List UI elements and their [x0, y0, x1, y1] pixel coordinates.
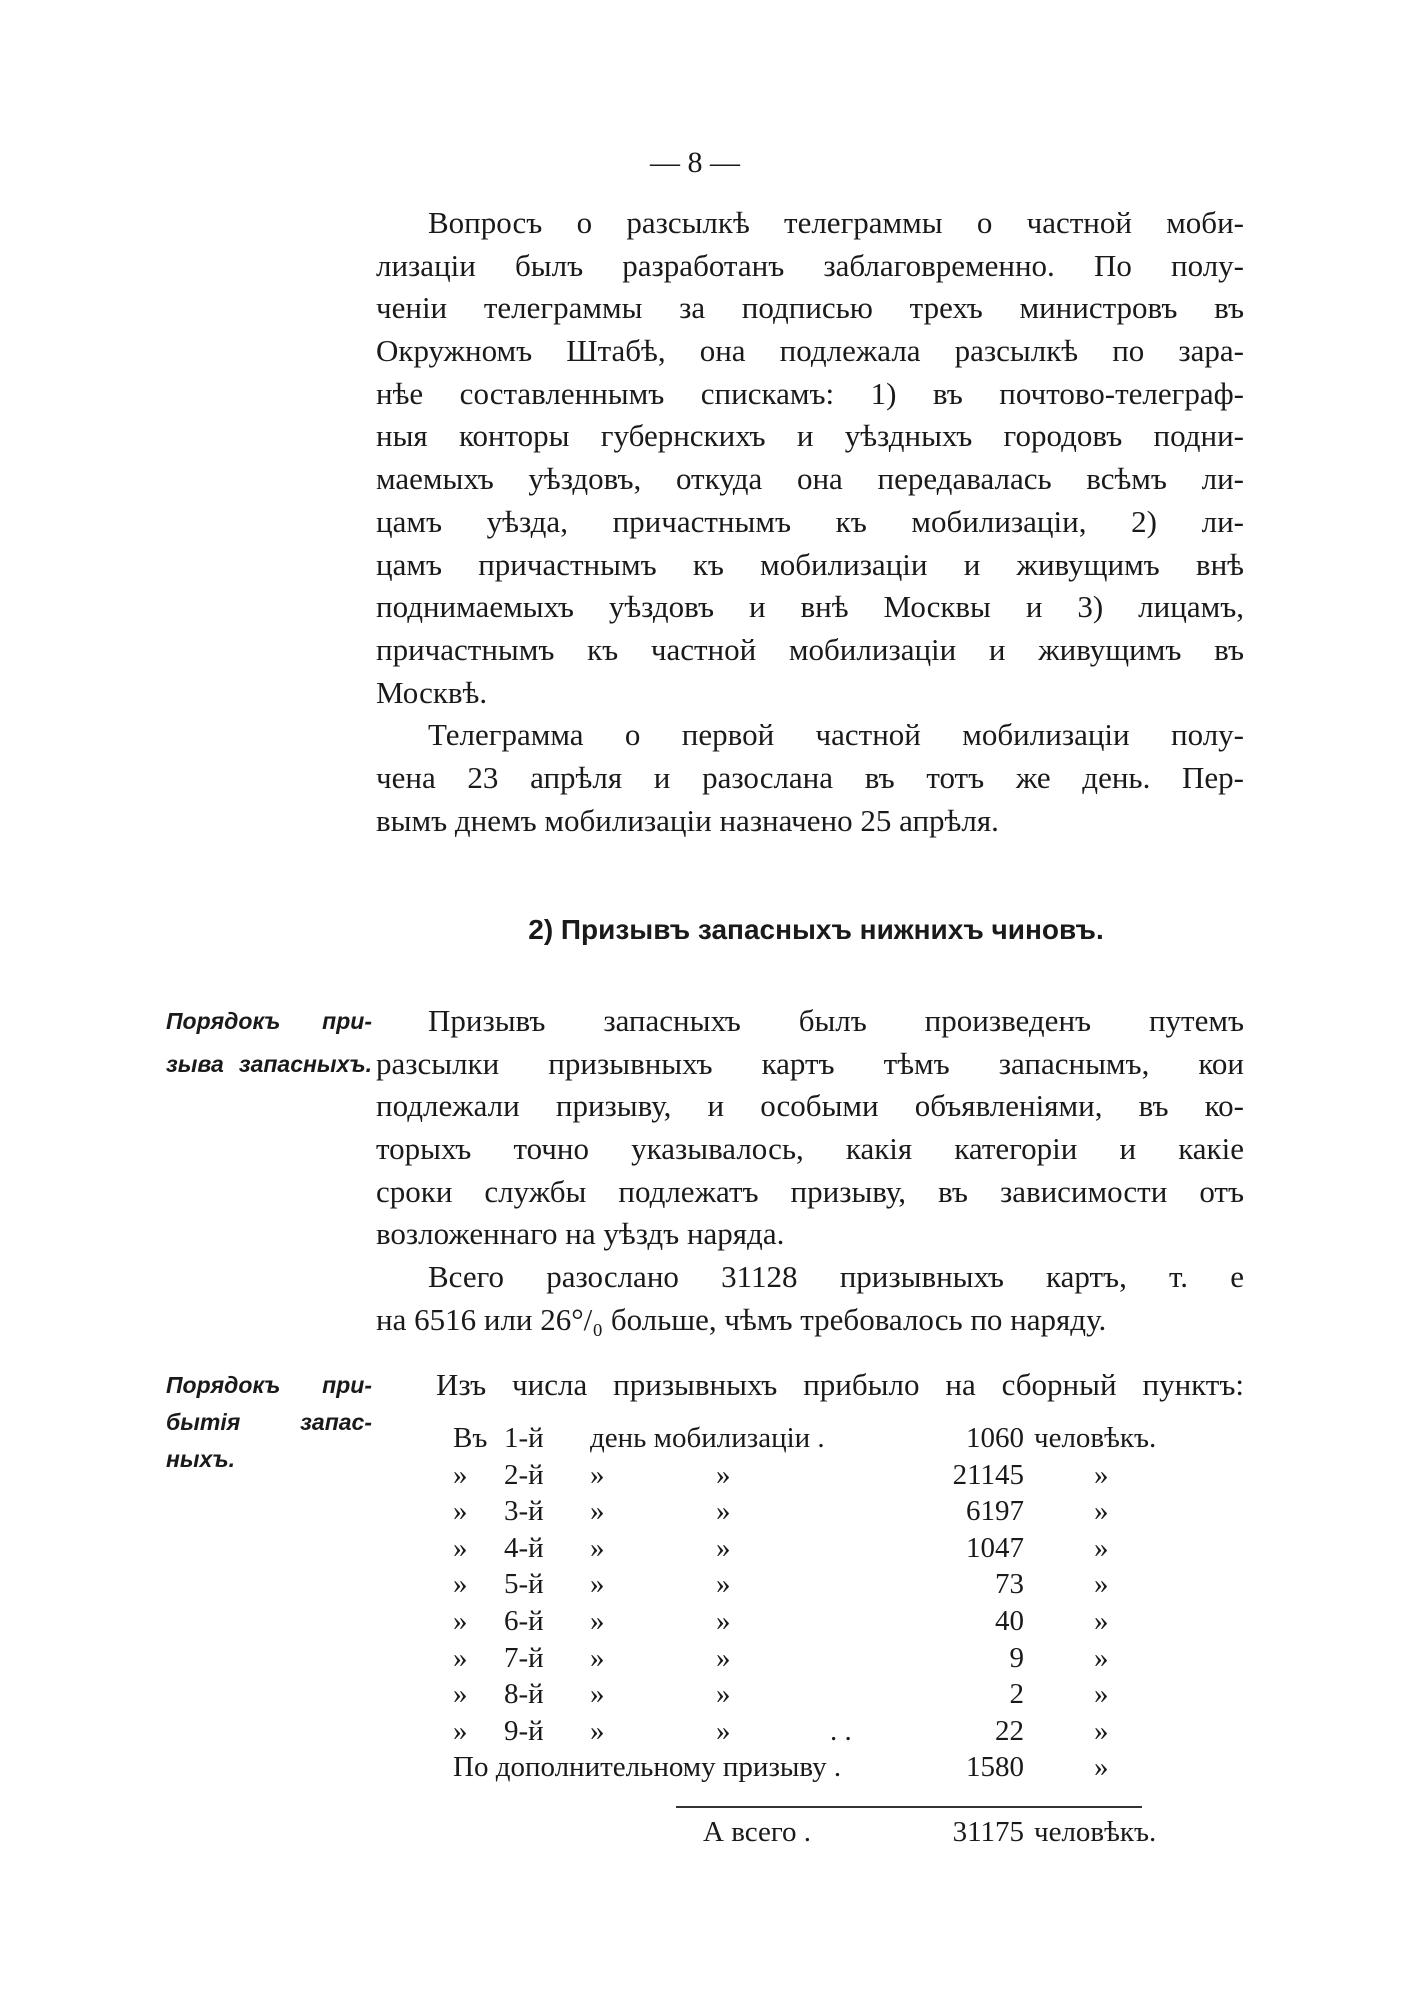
cell-c1: » [453, 1604, 468, 1637]
cell-c3: » [590, 1495, 605, 1528]
cell-c3: » [590, 1641, 605, 1674]
table-row [0, 1532, 1404, 1569]
text-line: ченіи телеграммы за подписью трехъ министровъ въ [376, 290, 1244, 326]
text-line: цамъ уѣзда, причастнымъ къ мобилизаціи, 2) ли- [376, 503, 1244, 539]
text-line: маемыхъ уѣздовъ, откуда она передавалась всѣмъ ли- [376, 461, 1244, 497]
text-line: ныя конторы губернскихъ и уѣздныхъ городовъ подни- [376, 418, 1244, 454]
cell-label: По дополнительному призыву . [453, 1751, 842, 1784]
cell-c3: день мобилизаціи . [590, 1422, 825, 1454]
section2-heading: 2) Призывъ запасныхъ нижнихъ чиновъ. [528, 914, 1104, 945]
text-line: разсылки призывныхъ картъ тѣмъ запаснымъ, кои [376, 1045, 1244, 1081]
cell-c1: » [453, 1568, 468, 1601]
table-row [0, 1568, 1404, 1605]
cell-c4: » [716, 1458, 731, 1491]
cell-num: 6197 [966, 1495, 1024, 1528]
cell-c2: 9-й [504, 1714, 544, 1747]
text-line: нѣе составленнымъ спискамъ: 1) въ почтово-телеграф- [376, 375, 1244, 411]
cell-num: 9 [1009, 1641, 1024, 1674]
text-line: цамъ причастнымъ къ мобилизаціи и живущимъ внѣ [376, 546, 1244, 582]
cell-dots: . . [830, 1714, 852, 1747]
text-line: подлежали призыву, и особыми объявленіями, въ ко- [376, 1088, 1244, 1124]
text-line: на 6516 или 26°/₀ больше, чѣмъ требовалось по наряду. [376, 1301, 1107, 1337]
cell-c2: 6-й [504, 1604, 544, 1637]
table-row [0, 1495, 1404, 1532]
margin-note-call-up-order [166, 1000, 372, 1085]
cell-num: 1580 [966, 1751, 1024, 1784]
table-row [0, 1715, 1404, 1752]
section1-text [376, 202, 1244, 842]
cell-c3: » [590, 1714, 605, 1747]
table-row [0, 1642, 1404, 1679]
text-line: причастнымъ къ частной мобилизаціи и живущимъ въ [376, 631, 1244, 667]
arrival-intro: Изъ числа призывныхъ прибыло на сборный пунктъ: [436, 1367, 1244, 1402]
cell-unit: » [1094, 1604, 1109, 1637]
text-line: Вопросъ о разсылкѣ телеграммы о частной моби- [428, 205, 1244, 240]
text-line: поднимаемыхъ уѣздовъ и внѣ Москвы и 3) лицамъ, [376, 589, 1244, 625]
cell-c1: » [453, 1531, 468, 1564]
text-line: Окружномъ Штабѣ, она подлежала разсылкѣ по зара- [376, 333, 1244, 369]
cell-unit: » [1094, 1641, 1109, 1674]
margin-note-line: Порядокъ при- [166, 1008, 372, 1034]
cell-num: 40 [995, 1604, 1024, 1637]
cell-c2: 1-й [504, 1422, 544, 1454]
cell-c1: Въ [453, 1422, 488, 1454]
cell-unit: » [1094, 1568, 1109, 1601]
cell-num: 1047 [966, 1531, 1024, 1564]
text-line: Москвѣ. [376, 674, 488, 710]
section2-text [376, 1000, 1244, 1342]
cell-num: 73 [995, 1568, 1024, 1601]
cell-c4: » [716, 1604, 731, 1637]
cell-c1: » [453, 1714, 468, 1747]
text-line: Всего разослано 31128 призывныхъ картъ, т. е [428, 1259, 1244, 1295]
cell-c1: » [453, 1641, 468, 1674]
total-label: А всего . [703, 1816, 811, 1848]
cell-c1: » [453, 1678, 468, 1711]
total-unit: человѣкъ. [1034, 1816, 1157, 1848]
margin-note-line: зыва запасныхъ. [166, 1050, 372, 1077]
cell-num: 1060 [966, 1422, 1024, 1454]
page-number: — 8 — [650, 146, 740, 179]
table-row [0, 1605, 1404, 1642]
cell-unit: » [1094, 1714, 1109, 1747]
cell-num: 21145 [952, 1458, 1024, 1491]
table-row-extra [0, 1751, 1404, 1788]
cell-unit: » [1094, 1531, 1109, 1564]
cell-c2: 5-й [504, 1568, 544, 1601]
cell-c4: » [716, 1531, 731, 1564]
text-line: лизаціи былъ разработанъ заблаговременно. По полу- [376, 247, 1244, 283]
total-row [0, 1816, 1404, 1856]
table-row [0, 1678, 1404, 1715]
cell-num: 2 [1009, 1678, 1024, 1711]
text-line: чена 23 апрѣля и разослана въ тотъ же день. Пер- [376, 759, 1244, 795]
cell-c2: 8-й [504, 1678, 544, 1711]
margin-note-line: Порядокъ при- [166, 1372, 372, 1398]
cell-c1: » [453, 1495, 468, 1528]
cell-c4: » [716, 1678, 731, 1711]
cell-c4: » [716, 1495, 731, 1528]
cell-c4: » [716, 1641, 731, 1674]
margin-note-line: ныхъ. [166, 1446, 235, 1472]
text-line: Телеграмма о первой частной мобилизаціи полу- [428, 717, 1244, 753]
cell-num: 22 [995, 1714, 1024, 1747]
cell-unit: человѣкъ. [1034, 1422, 1157, 1454]
cell-c3: » [590, 1678, 605, 1711]
text-line: возложеннаго на уѣздъ наряда. [376, 1216, 785, 1252]
cell-unit: » [1094, 1751, 1109, 1784]
table-row [0, 1459, 1404, 1496]
cell-c2: 4-й [504, 1531, 544, 1564]
cell-c4: » [716, 1714, 731, 1747]
cell-unit: » [1094, 1495, 1109, 1528]
text-line: Призывъ запасныхъ былъ произведенъ путемъ [428, 1003, 1244, 1038]
cell-c2: 3-й [504, 1495, 544, 1528]
cell-c2: 7-й [504, 1641, 544, 1674]
text-line: вымъ днемъ мобилизаціи назначено 25 апрѣля. [376, 802, 999, 838]
cell-c3: » [590, 1604, 605, 1637]
text-line: сроки службы подлежатъ призыву, въ зависимости отъ [376, 1173, 1244, 1209]
cell-c3: » [590, 1531, 605, 1564]
cell-unit: » [1094, 1458, 1109, 1491]
text-line: торыхъ точно указывалось, какія категоріи и какіе [376, 1131, 1244, 1167]
total-rule [676, 1806, 1142, 1808]
total-number: 31175 [952, 1816, 1024, 1848]
cell-c4: » [716, 1568, 731, 1601]
table-row [0, 1422, 1404, 1459]
arrival-table [0, 1422, 1404, 1788]
cell-unit: » [1094, 1678, 1109, 1711]
margin-note-line: бытія запас- [166, 1409, 372, 1435]
cell-c3: » [590, 1458, 605, 1491]
cell-c3: » [590, 1568, 605, 1601]
cell-c2: 2-й [504, 1458, 544, 1491]
cell-c1: » [453, 1458, 468, 1491]
